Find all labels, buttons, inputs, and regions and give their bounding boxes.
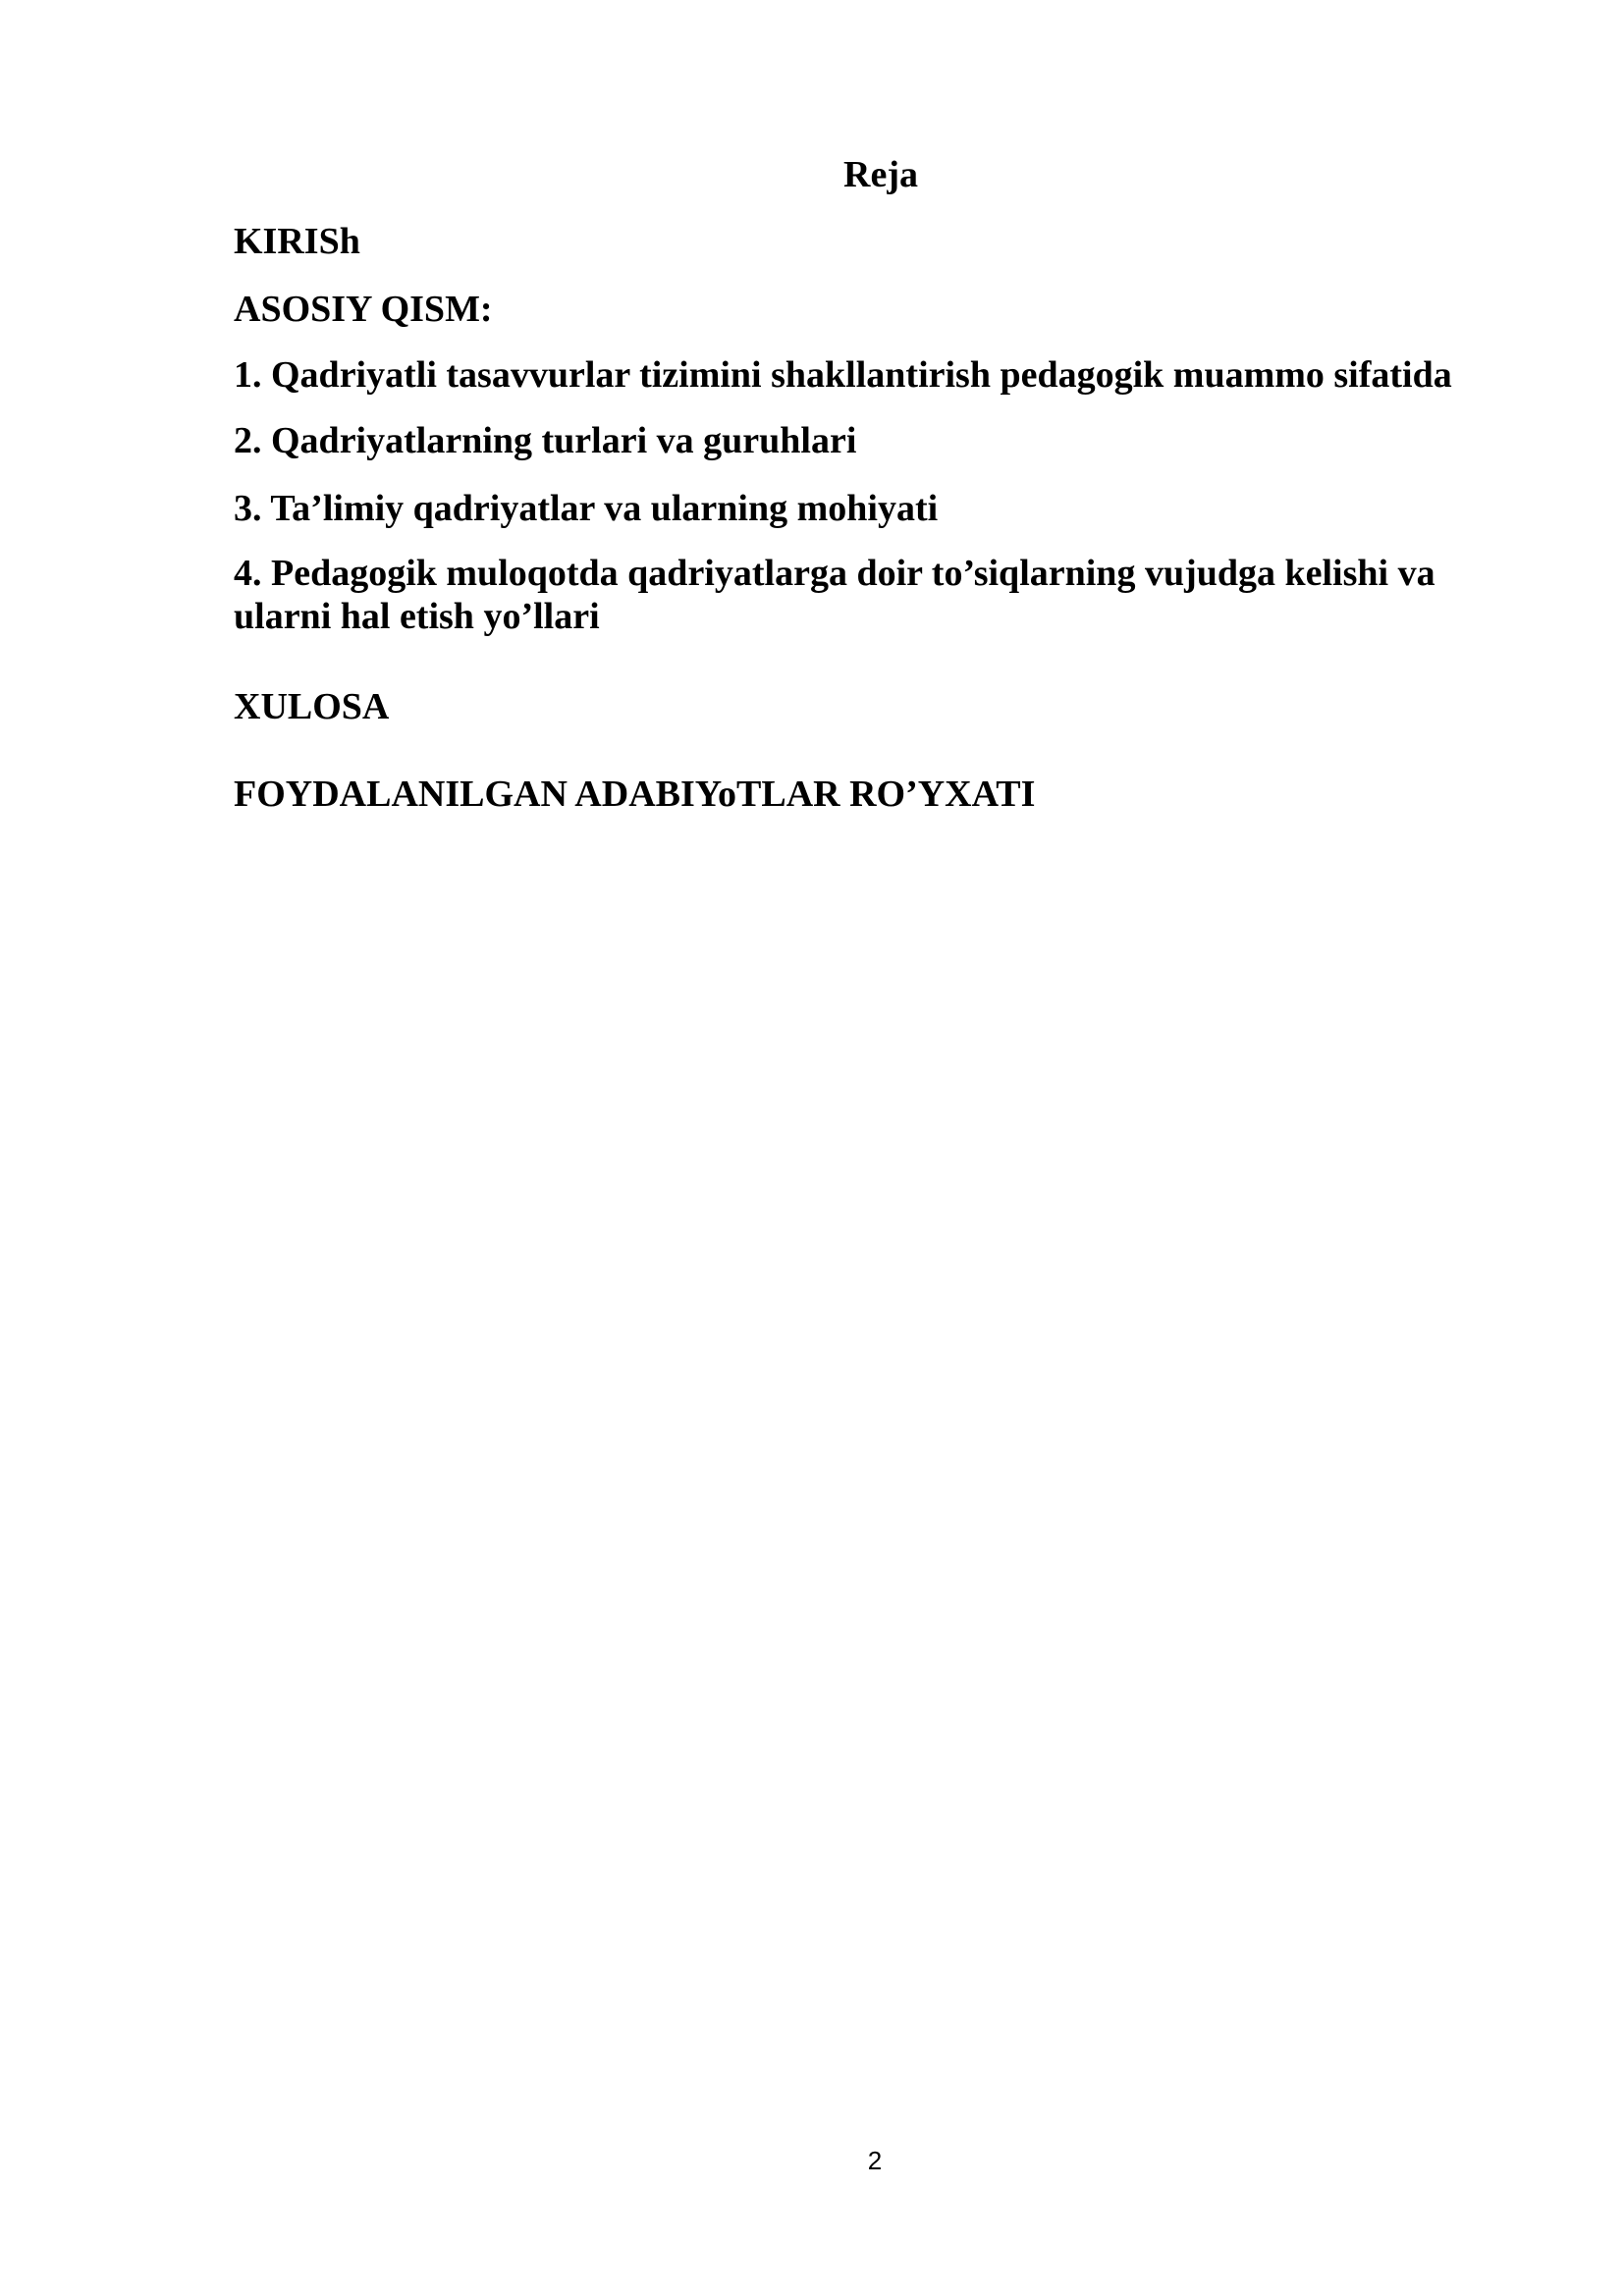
page-number: 2 (867, 2146, 883, 2175)
plan-item-1: 1. Qadriyatli tasavvurlar tizimini shakllantirish pedagogik muammo sifatida (234, 354, 1452, 396)
section-conclusion: XULOSA (234, 686, 390, 727)
section-main-part: ASOSIY QISM: (234, 289, 493, 330)
plan-item-2: 2. Qadriyatlarning turlari va guruhlari (234, 420, 857, 461)
section-references: FOYDALANILGAN ADABIYoTLAR RO’YXATI (234, 774, 1036, 815)
plan-item-4: 4. Pedagogik muloqotda qadriyatlarga doir to’siqlarning vujudga kelishi va ularni hal etish yo’llari (234, 553, 1435, 637)
plan-item-3: 3. Ta’limiy qadriyatlar va ularning mohiyati (234, 488, 939, 529)
section-intro: KIRISh (234, 221, 360, 262)
page-title: Reja (843, 154, 918, 195)
